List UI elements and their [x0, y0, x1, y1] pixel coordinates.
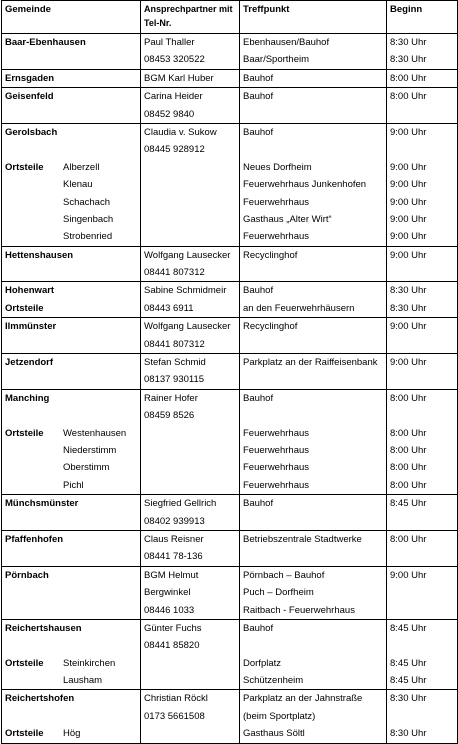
treffpunkt-line: Neues Dorfheim	[243, 161, 312, 173]
cell-treffpunkt	[240, 389, 387, 494]
treffpunkt-line	[240, 264, 386, 281]
ansprechpartner-line: 08402 939913	[144, 515, 205, 527]
beginn-line: 8:45 Uhr	[390, 498, 427, 510]
gemeinde-line	[2, 318, 140, 335]
cell-treffpunkt	[240, 34, 387, 70]
ansprechpartner-line	[141, 211, 239, 228]
treffpunkt-line: Bauhof	[243, 126, 274, 138]
cell-ansprechpartner	[141, 690, 240, 743]
cell-gemeinde	[2, 354, 141, 390]
gemeinde-name: Ilmmünster	[5, 321, 57, 333]
beginn-line	[387, 264, 457, 281]
treffpunkt-line: Recyclinghof	[243, 321, 298, 333]
beginn-line: 8:00 Uhr	[390, 479, 427, 491]
treffpunkt-line	[240, 407, 386, 424]
cell-beginn	[387, 88, 458, 124]
treffpunkt-line: Feuerwehrhaus Junkenhofen	[243, 179, 367, 191]
gemeinde-name: Reichertshofen	[5, 693, 75, 705]
gemeinde-line	[2, 602, 140, 619]
gemeinde-line	[2, 495, 140, 512]
gemeinde-line	[2, 336, 140, 353]
cell-beginn	[387, 246, 458, 282]
cell-beginn	[387, 123, 458, 246]
table-row	[2, 389, 458, 494]
ortsteil-name: Klenau	[63, 179, 93, 191]
gemeinde-line	[2, 584, 140, 601]
gemeinde-line	[2, 354, 140, 371]
gemeinde-line	[2, 513, 140, 530]
cell-beginn	[387, 530, 458, 566]
cell-ansprechpartner	[141, 69, 240, 87]
cell-beginn	[387, 690, 458, 743]
ortsteil-name: Strobenried	[63, 231, 113, 243]
treffpunkt-line: Bauhof	[243, 72, 274, 84]
ansprechpartner-line: 08441 807312	[144, 267, 205, 279]
cell-ansprechpartner	[141, 530, 240, 566]
ortsteil-name: Oberstimm	[63, 462, 110, 474]
gemeinde-name: Jetzendorf	[5, 357, 54, 369]
treffpunkt-line: Feuerwehrhaus	[243, 196, 310, 208]
treffpunkt-line: Gasthaus Söltl	[243, 728, 305, 740]
gemeinde-line	[2, 531, 140, 548]
cell-gemeinde	[2, 318, 141, 354]
header-treffpunkt-label: Treffpunkt	[243, 4, 290, 15]
ansprechpartner-line: 08137 930115	[144, 374, 205, 386]
cell-gemeinde	[2, 619, 141, 690]
cell-ansprechpartner	[141, 318, 240, 354]
beginn-line: 8:30 Uhr	[390, 302, 427, 314]
ansprechpartner-line: 08445 928912	[144, 144, 205, 156]
ansprechpartner-line: 0173 5661508	[144, 710, 205, 722]
ortsteil-name: Schachach	[63, 196, 111, 208]
beginn-line	[387, 336, 457, 353]
ansprechpartner-line	[141, 477, 239, 494]
cell-gemeinde	[2, 69, 141, 87]
beginn-line: 8:30 Uhr	[390, 37, 427, 48]
cell-ansprechpartner	[141, 566, 240, 619]
ortsteil-name: Niederstimm	[63, 444, 117, 456]
beginn-line: 8:00 Uhr	[390, 91, 427, 103]
treffpunkt-line: Raitbach - Feuerwehrhaus	[243, 604, 355, 616]
cell-gemeinde	[2, 34, 141, 70]
ortsteil-name: Hög	[63, 728, 81, 740]
cell-ansprechpartner	[141, 34, 240, 70]
treffpunkt-line	[240, 106, 386, 123]
header-beginn-label: Beginn	[390, 4, 423, 15]
beginn-line	[387, 371, 457, 388]
beginn-line: 9:00 Uhr	[390, 161, 427, 173]
beginn-line: 8:30 Uhr	[390, 285, 427, 297]
header-beginn	[387, 1, 458, 34]
table-row	[2, 530, 458, 566]
beginn-line	[387, 407, 457, 424]
gemeinde-line	[2, 459, 140, 476]
ansprechpartner-line: 08443 6911	[144, 302, 194, 314]
ansprechpartner-line: Claudia v. Sukow	[144, 126, 217, 138]
header-ansprechpartner	[141, 1, 240, 34]
cell-gemeinde	[2, 566, 141, 619]
gemeinde-line	[2, 264, 140, 281]
gemeinde-line	[2, 106, 140, 123]
cell-beginn	[387, 34, 458, 70]
ansprechpartner-line: Sabine Schmidmeir	[144, 285, 227, 297]
treffpunkt-line: Parkplatz an der Raiffeisenbank	[243, 357, 378, 369]
cell-treffpunkt	[240, 566, 387, 619]
treffpunkt-line: Recyclinghof	[243, 249, 298, 261]
treffpunkt-line	[240, 637, 386, 654]
beginn-line: 9:00 Uhr	[390, 179, 427, 191]
gemeinde-name: Ortsteile	[5, 161, 44, 173]
ansprechpartner-line	[141, 655, 239, 672]
ansprechpartner-line	[141, 459, 239, 476]
cell-beginn	[387, 619, 458, 690]
beginn-line: 9:00 Uhr	[390, 213, 427, 225]
ansprechpartner-line: Rainer Hofer	[144, 392, 198, 404]
beginn-line	[387, 513, 457, 530]
treffpunkt-line: Bauhof	[243, 498, 274, 510]
gemeinde-name: Gerolsbach	[5, 126, 58, 138]
ansprechpartner-line: Siegfried Gellrich	[144, 498, 217, 510]
beginn-line: 9:00 Uhr	[390, 569, 427, 581]
table-row	[2, 88, 458, 124]
table-row	[2, 690, 458, 743]
ansprechpartner-line: Wolfgang Lausecker	[144, 249, 231, 261]
cell-gemeinde	[2, 690, 141, 743]
ansprechpartner-line: Stefan Schmid	[144, 357, 206, 369]
beginn-line: 8:00 Uhr	[390, 533, 427, 545]
cell-ansprechpartner	[141, 619, 240, 690]
gemeinde-name: Ortsteile	[5, 728, 44, 740]
treffpunkt-line: Feuerwehrhaus	[243, 231, 310, 243]
beginn-line: 9:00 Uhr	[390, 357, 427, 369]
beginn-line: 8:30 Uhr	[390, 728, 427, 740]
cell-ansprechpartner	[141, 282, 240, 318]
cell-treffpunkt	[240, 69, 387, 87]
cell-gemeinde	[2, 123, 141, 246]
cell-treffpunkt	[240, 354, 387, 390]
ansprechpartner-line: Claus Reisner	[144, 533, 204, 545]
treffpunkt-line: Dorfplatz	[243, 657, 282, 669]
cell-treffpunkt	[240, 690, 387, 743]
ortsteil-name: Steinkirchen	[63, 657, 116, 669]
cell-treffpunkt	[240, 619, 387, 690]
gemeinde-line	[2, 141, 140, 158]
gemeinde-line	[2, 637, 140, 654]
beginn-line: 9:00 Uhr	[390, 321, 427, 333]
treffpunkt-line	[240, 336, 386, 353]
header-gemeinde	[2, 1, 141, 34]
table-row	[2, 354, 458, 390]
table-row	[2, 123, 458, 246]
treffpunkt-line: Baar/Sportheim	[243, 54, 310, 66]
beginn-line: 8:45 Uhr	[390, 657, 427, 669]
gemeinde-line	[2, 228, 140, 245]
treffpunkt-line	[240, 548, 386, 565]
treffpunkt-line: Betriebszentrale Stadtwerke	[243, 533, 362, 545]
treffpunkt-line	[240, 513, 386, 530]
cell-gemeinde	[2, 389, 141, 494]
ansprechpartner-line: Wolfgang Lausecker	[144, 321, 231, 333]
gemeinde-line	[2, 34, 140, 51]
cell-gemeinde	[2, 246, 141, 282]
table-row	[2, 69, 458, 87]
ansprechpartner-line: Carina Heider	[144, 91, 203, 103]
treffpunkt-line: Feuerwehrhaus	[243, 479, 310, 491]
beginn-line: 8:00 Uhr	[390, 392, 427, 404]
cell-ansprechpartner	[141, 354, 240, 390]
treffpunkt-line: Feuerwehrhaus	[243, 444, 310, 456]
beginn-line: 8:45 Uhr	[390, 675, 427, 687]
cell-beginn	[387, 389, 458, 494]
gemeinde-line	[2, 548, 140, 565]
beginn-line	[387, 708, 457, 725]
cell-treffpunkt	[240, 318, 387, 354]
ansprechpartner-line: 08441 85820	[144, 640, 200, 652]
treffpunkt-line: Bauhof	[243, 392, 274, 404]
treffpunkt-line: an den Feuerwehrhäusern	[243, 302, 355, 314]
treffpunkt-line: Bauhof	[243, 285, 274, 297]
beginn-line: 8:00 Uhr	[390, 427, 427, 439]
gemeinde-name: Hettenshausen	[5, 249, 74, 261]
ortsteil-name: Singenbach	[63, 213, 114, 225]
gemeinde-name: Münchsmünster	[5, 498, 79, 510]
treffpunkt-line: Pörnbach – Bauhof	[243, 569, 325, 581]
gemeinde-name: Ortsteile	[5, 302, 44, 314]
header-treffpunkt	[240, 1, 387, 34]
gemeinde-line	[2, 124, 140, 141]
beginn-line: 8:45 Uhr	[390, 622, 427, 634]
gemeinde-line	[2, 567, 140, 584]
cell-ansprechpartner	[141, 123, 240, 246]
cell-treffpunkt	[240, 123, 387, 246]
gemeinde-line	[2, 655, 140, 672]
table-row	[2, 246, 458, 282]
gemeinde-name: Manching	[5, 392, 50, 404]
beginn-line	[387, 106, 457, 123]
beginn-line: 9:00 Uhr	[390, 249, 427, 261]
beginn-line: 9:00 Uhr	[390, 126, 427, 138]
gemeinde-line	[2, 282, 140, 299]
gemeinde-name: Ernsgaden	[5, 72, 55, 84]
ansprechpartner-line: 08452 9840	[144, 108, 195, 120]
cell-gemeinde	[2, 88, 141, 124]
gemeinde-line	[2, 247, 140, 264]
treffpunkt-line	[240, 141, 386, 158]
header-ansprechpartner-line1: Ansprechpartner mit	[144, 4, 233, 14]
table-row	[2, 566, 458, 619]
beginn-line: 8:00 Uhr	[390, 72, 427, 84]
ansprechpartner-line: 08459 8526	[144, 410, 195, 422]
gemeinde-line	[2, 300, 140, 317]
table-row	[2, 619, 458, 690]
gemeinde-name: Pörnbach	[5, 569, 49, 581]
gemeinde-line	[2, 371, 140, 388]
treffpunkt-line: Gasthaus „Alter Wirt“	[243, 213, 332, 225]
cell-treffpunkt	[240, 495, 387, 531]
gemeinde-name: Pfaffenhofen	[5, 533, 64, 545]
treffpunkt-line: Bauhof	[243, 622, 274, 634]
beginn-line	[387, 637, 457, 654]
gemeinde-line	[2, 425, 140, 442]
beginn-line: 8:00 Uhr	[390, 444, 427, 456]
treffpunkt-line: Puch – Dorfheim	[243, 587, 314, 599]
treffpunkt-line: Schützenheim	[243, 675, 304, 687]
ansprechpartner-line	[141, 725, 239, 742]
ansprechpartner-line: BGM Helmut	[144, 569, 199, 581]
ansprechpartner-line: 08453 320522	[144, 54, 205, 66]
gemeinde-name: Reichertshausen	[5, 622, 82, 634]
ansprechpartner-line	[141, 672, 239, 689]
gemeinde-line	[2, 725, 140, 742]
gemeinde-line	[2, 407, 140, 424]
ortsteil-name: Lausham	[63, 675, 103, 687]
gemeinde-line	[2, 708, 140, 725]
ansprechpartner-line: 08441 807312	[144, 338, 205, 350]
gemeinde-line	[2, 176, 140, 193]
gemeinde-line	[2, 159, 140, 176]
header-ansprechpartner-line2: Tel-Nr.	[144, 18, 172, 28]
treffpunkt-line: (beim Sportplatz)	[243, 710, 316, 722]
cell-ansprechpartner	[141, 495, 240, 531]
ansprechpartner-line: Günter Fuchs	[144, 622, 202, 634]
cell-beginn	[387, 282, 458, 318]
cell-beginn	[387, 495, 458, 531]
collection-schedule-table	[1, 0, 458, 744]
beginn-line: 8:30 Uhr	[390, 54, 427, 66]
gemeinde-line	[2, 390, 140, 407]
gemeinde-line	[2, 70, 140, 87]
gemeinde-line	[2, 51, 140, 68]
header-gemeinde-label: Gemeinde	[5, 4, 51, 15]
ortsteil-name: Westenhausen	[63, 427, 127, 439]
treffpunkt-line	[240, 371, 386, 388]
gemeinde-name: Hohenwart	[5, 285, 55, 297]
treffpunkt-line: Parkplatz an der Jahnstraße	[243, 693, 363, 705]
ansprechpartner-line	[141, 194, 239, 211]
beginn-line	[387, 548, 457, 565]
cell-beginn	[387, 566, 458, 619]
ansprechpartner-line: 08446 1033	[144, 604, 195, 616]
table-row	[2, 34, 458, 70]
ortsteil-name: Pichl	[63, 479, 84, 491]
cell-treffpunkt	[240, 88, 387, 124]
cell-treffpunkt	[240, 530, 387, 566]
cell-beginn	[387, 354, 458, 390]
ansprechpartner-line: Paul Thaller	[144, 37, 195, 48]
treffpunkt-line: Feuerwehrhaus	[243, 462, 310, 474]
ansprechpartner-line	[141, 228, 239, 245]
beginn-line: 8:00 Uhr	[390, 462, 427, 474]
ansprechpartner-line: BGM Karl Huber	[144, 72, 214, 84]
gemeinde-line	[2, 477, 140, 494]
table-row	[2, 282, 458, 318]
table-row	[2, 318, 458, 354]
ansprechpartner-line: Bergwinkel	[144, 587, 191, 599]
gemeinde-name: Baar-Ebenhausen	[5, 37, 86, 48]
cell-beginn	[387, 69, 458, 87]
beginn-line: 9:00 Uhr	[390, 231, 427, 243]
cell-ansprechpartner	[141, 246, 240, 282]
ansprechpartner-line	[141, 176, 239, 193]
treffpunkt-line: Feuerwehrhaus	[243, 427, 310, 439]
beginn-line	[387, 584, 457, 601]
cell-ansprechpartner	[141, 88, 240, 124]
beginn-line: 8:30 Uhr	[390, 693, 427, 705]
header-row	[2, 1, 458, 34]
gemeinde-line	[2, 442, 140, 459]
ortsteil-name: Alberzell	[63, 161, 100, 173]
cell-gemeinde	[2, 495, 141, 531]
gemeinde-line	[2, 690, 140, 707]
cell-ansprechpartner	[141, 389, 240, 494]
cell-gemeinde	[2, 530, 141, 566]
ansprechpartner-line	[141, 425, 239, 442]
gemeinde-line	[2, 211, 140, 228]
cell-gemeinde	[2, 282, 141, 318]
cell-treffpunkt	[240, 246, 387, 282]
gemeinde-line	[2, 672, 140, 689]
gemeinde-line	[2, 620, 140, 637]
ansprechpartner-line	[141, 159, 239, 176]
gemeinde-name: Geisenfeld	[5, 91, 54, 103]
table-body	[2, 34, 458, 744]
cell-treffpunkt	[240, 282, 387, 318]
cell-beginn	[387, 318, 458, 354]
gemeinde-name: Ortsteile	[5, 427, 44, 439]
treffpunkt-line: Ebenhausen/Bauhof	[243, 37, 330, 48]
ansprechpartner-line: 08441 78-136	[144, 551, 203, 563]
ansprechpartner-line: Christian Röckl	[144, 693, 208, 705]
gemeinde-name: Ortsteile	[5, 657, 44, 669]
beginn-line	[387, 141, 457, 158]
gemeinde-line	[2, 88, 140, 105]
beginn-line: 9:00 Uhr	[390, 196, 427, 208]
treffpunkt-line: Bauhof	[243, 91, 274, 103]
gemeinde-line	[2, 194, 140, 211]
ansprechpartner-line	[141, 442, 239, 459]
table-row	[2, 495, 458, 531]
beginn-line	[387, 602, 457, 619]
